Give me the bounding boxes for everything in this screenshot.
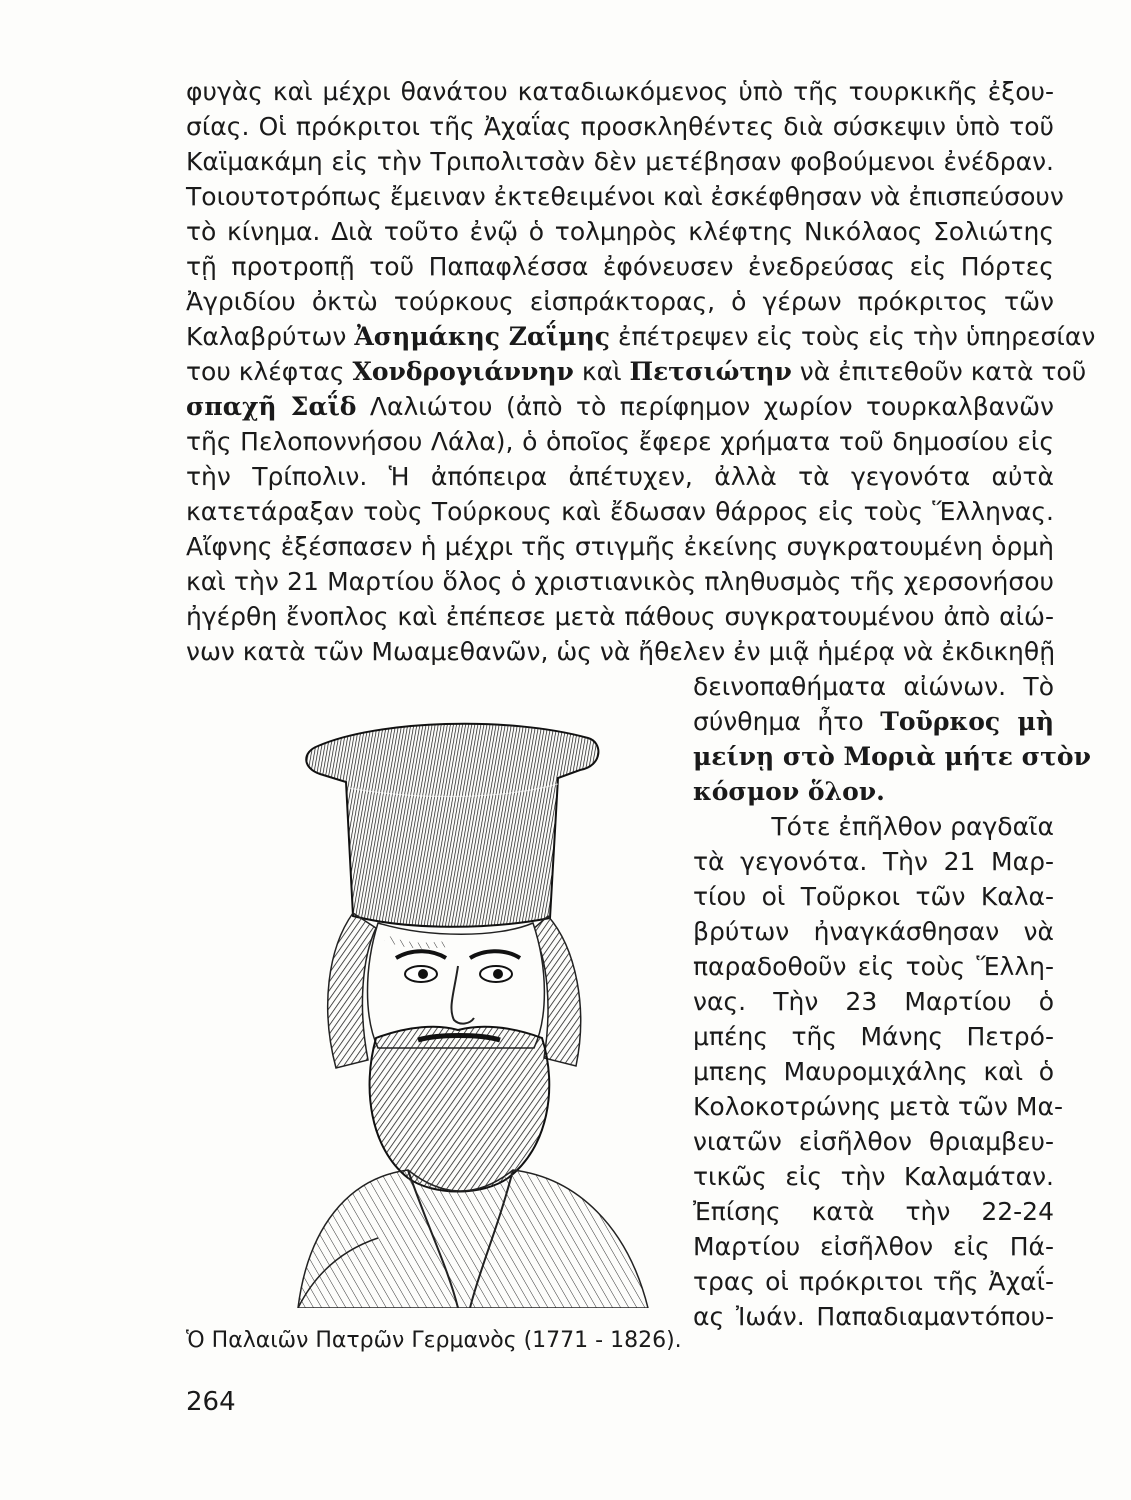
text-line: Ἀγριδίου ὀκτὼ τούρκους εἰσπράκτορας, ὁ γέρων πρόκριτος τῶν [186,287,1054,316]
text-line: τῆς Πελοποννήσου Λάλα), ὁ ὁποῖος ἔφερε χρήματα τοῦ δημοσίου εἰς [186,427,1054,456]
text-line: Τότε ἐπῆλθον ραγδαῖα [771,812,1054,841]
bold-name-chondrogiannis: Χονδρογιάννην [352,357,574,386]
text-run: Καλαβρύτων [186,322,355,351]
bold-slogan: Τοῦρκος μὴ [880,707,1054,736]
text-line: Τοιουτοτρόπως ἔμειναν ἐκτεθειμένοι καὶ ἐσκέφθησαν νὰ ἐπισπεύσουν [186,182,1064,211]
text-run: ἐπέτρεψεν εἰς τοὺς εἰς τὴν ὑπηρεσίαν [610,322,1096,351]
bold-name-spachi-said: σπαχῆ Σαΐδ [186,392,357,421]
text-run: καὶ [573,357,630,386]
text-line: νας. Τὴν 23 Μαρτίου ὁ [693,987,1054,1016]
text-line: Καϊμακάμη εἰς τὴν Τριπολιτσὰν δὲν μετέβησαν φοβούμενοι ἐνέδραν. [186,147,1054,176]
text-line: ας Ἰωάν. Παπαδιαμαντόπου- [693,1302,1054,1331]
bold-name-asimakis-zaimis: Ἀσημάκης Ζαΐμης [354,322,611,351]
bold-slogan: μείνῃ στὸ Μοριὰ μήτε στὸν [693,742,1091,771]
text-line: τὸ κίνημα. Διὰ τοῦτο ἐνῷ ὁ τολμηρὸς κλέφτης Νικόλαος Σολιώτης [186,217,1054,246]
text-line: τικῶς εἰς τὴν Καλαμάταν. [693,1162,1054,1191]
text-line: Αἴφνης ἐξέσπασεν ἡ μέχρι τῆς στιγμῆς ἐκείνης συγκρατουμένη ὁρμὴ [186,532,1054,561]
text-run: Λαλιώτου (ἀπὸ τὸ περίφημον χωρίον τουρκαλβανῶν [356,392,1054,421]
text-line: καὶ τὴν 21 Μαρτίου ὅλος ὁ χριστιανικὸς πληθυσμὸς τῆς χερσονήσου [186,567,1054,596]
text-line: παραδοθοῦν εἰς τοὺς Ἕλλη- [693,952,1054,981]
text-line: Μαρτίου εἰσῆλθον εἰς Πά- [693,1232,1054,1261]
text-run: σύνθημα ἦτο [693,707,881,736]
text-line: νων κατὰ τῶν Μωαμεθανῶν, ὡς νὰ ἤθελεν ἐν μιᾷ ἡμέρᾳ νὰ ἐκδικηθῇ [186,637,1056,666]
text-line [186,389,1054,425]
text-line: μπεης Μαυρομιχάλης καὶ ὁ [693,1057,1054,1086]
text-line: Κολοκοτρώνης μετὰ τῶν Μα- [693,1092,1063,1121]
text-line [693,739,1091,775]
text-line: τρας οἱ πρόκριτοι τῆς Ἀχαΐ- [693,1267,1054,1296]
text-run: νὰ ἐπιτεθοῦν κατὰ τοῦ [791,357,1087,386]
text-line [186,319,1096,355]
page-number: 264 [186,1387,236,1417]
text-line [186,354,1087,390]
bold-slogan: κόσμον ὅλον. [693,777,885,806]
text-line: δεινοπαθήματα αἰώνων. Τὸ [693,672,1054,701]
text-line [693,704,1054,740]
text-line: φυγὰς καὶ μέχρι θανάτου καταδιωκόμενος ὑπὸ τῆς τουρκικῆς ἐξου- [186,77,1054,106]
text-line: τίου οἱ Τοῦρκοι τῶν Καλα- [693,882,1054,911]
portrait-engraving [258,708,688,1308]
text-line: βρύτων ἠναγκάσθησαν νὰ [693,917,1054,946]
figure-caption: Ὁ Παλαιῶν Πατρῶν Γερμανὸς (1771 - 1826). [186,1328,682,1353]
text-line: σίας. Οἱ πρόκριτοι τῆς Ἀχαΐας προσκληθέντες διὰ σύσκεψιν ὑπὸ τοῦ [186,112,1054,141]
text-line: μπέης τῆς Μάνης Πετρό- [693,1022,1054,1051]
text-line: Ἐπίσης κατὰ τὴν 22-24 [693,1197,1054,1226]
text-line: κατετάραξαν τοὺς Τούρκους καὶ ἔδωσαν θάρρος εἰς τοὺς Ἕλληνας. [186,497,1054,526]
text-line: τῇ προτροπῇ τοῦ Παπαφλέσσα ἐφόνευσεν ἐνεδρεύσας εἰς Πόρτες [186,252,1054,281]
text-line: νιατῶν εἰσῆλθον θριαμβευ- [693,1127,1054,1156]
bold-name-petsiotis: Πετσιώτην [629,357,792,386]
text-line: τὰ γεγονότα. Τὴν 21 Μαρ- [693,847,1054,876]
text-line: τὴν Τρίπολιν. Ἡ ἀπόπειρα ἀπέτυχεν, ἀλλὰ τὰ γεγονότα αὐτὰ [186,462,1054,491]
text-line [693,774,1054,810]
text-line: ἠγέρθη ἔνοπλος καὶ ἐπέπεσε μετὰ πάθους συγκρατουμένου ἀπὸ αἰώ- [186,602,1054,631]
text-run: του κλέφτας [186,357,353,386]
